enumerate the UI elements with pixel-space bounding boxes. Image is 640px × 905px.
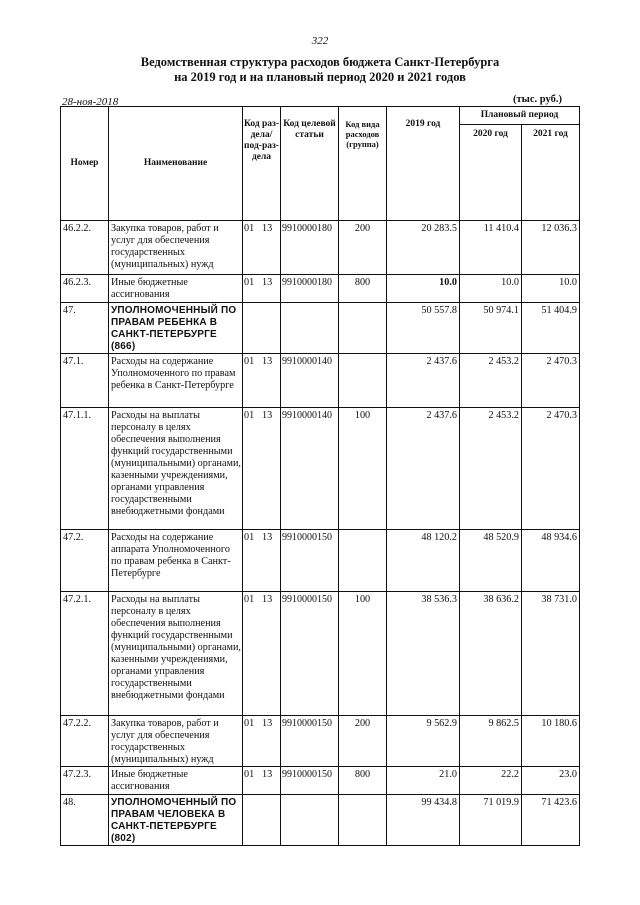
row-2019: 50 557.8 [387, 303, 460, 354]
row-expense-type: 800 [339, 275, 387, 303]
row-2019: 48 120.2 [387, 530, 460, 592]
row-name: Иные бюджетные ассигнования [109, 767, 243, 795]
row-2019: 99 434.8 [387, 795, 460, 846]
header-planned-period: Плановый период [460, 107, 580, 125]
row-number: 46.2.2. [61, 221, 109, 275]
row-podrazdel: 13 [262, 718, 273, 729]
row-name: УПОЛНОМОЧЕННЫЙ ПО ПРАВАМ РЕБЕНКА В САНКТ-ПЕТЕРБУРГЕ (866) [109, 303, 243, 354]
row-razdel: 01 [244, 718, 255, 729]
row-2019: 38 536.3 [387, 592, 460, 716]
row-razdel: 01 [244, 410, 255, 421]
header-2020: 2020 год [460, 125, 522, 221]
units-label: (тыс. руб.) [513, 94, 562, 105]
row-podrazdel: 13 [262, 277, 273, 288]
table-row [61, 275, 580, 303]
row-name: УПОЛНОМОЧЕННЫЙ ПО ПРАВАМ ЧЕЛОВЕКА В САНКТ-ПЕТЕРБУРГЕ (802) [109, 795, 243, 846]
row-section [243, 303, 281, 354]
row-number: 47. [61, 303, 109, 354]
row-2020: 71 019.9 [460, 795, 522, 846]
row-podrazdel: 13 [262, 532, 273, 543]
row-2020: 10.0 [460, 275, 522, 303]
row-2020: 48 520.9 [460, 530, 522, 592]
row-razdel: 01 [244, 532, 255, 543]
row-section [243, 716, 281, 767]
row-2021: 10.0 [522, 275, 580, 303]
row-2019: 20 283.5 [387, 221, 460, 275]
row-number: 47.2. [61, 530, 109, 592]
table-row [61, 767, 580, 795]
row-2020: 2 453.2 [460, 408, 522, 530]
row-name: Расходы на выплаты персоналу в целях обеспечения выполнения функций государственными (муниципальными) органами, казенными учреждениями, органами управления государственными внебюджетными фондами [109, 408, 243, 530]
row-expense-type: 100 [339, 408, 387, 530]
row-section [243, 275, 281, 303]
row-expense-type: 100 [339, 592, 387, 716]
row-podrazdel: 13 [262, 769, 273, 780]
row-2020: 50 974.1 [460, 303, 522, 354]
table-row [61, 408, 580, 530]
row-2020: 11 410.4 [460, 221, 522, 275]
header-2019: 2019 год [387, 107, 460, 221]
table-row [61, 592, 580, 716]
row-number: 47.2.2. [61, 716, 109, 767]
row-expense-type: 200 [339, 716, 387, 767]
document-title-line-1: Ведомственная структура расходов бюджета Санкт-Петербурга [140, 55, 500, 69]
row-name: Расходы на выплаты персоналу в целях обеспечения выполнения функций государственными (муниципальными) органами, казенными учреждениями, органами управления государственными внебюджетными фондами [109, 592, 243, 716]
row-target: 9910000150 [281, 716, 339, 767]
row-number: 47.2.3. [61, 767, 109, 795]
row-razdel: 01 [244, 356, 255, 367]
row-2021: 38 731.0 [522, 592, 580, 716]
table-row [61, 303, 580, 354]
row-target: 9910000150 [281, 767, 339, 795]
table-row [61, 530, 580, 592]
row-2019: 10.0 [387, 275, 460, 303]
document-title-line-2: на 2019 год и на плановый период 2020 и 2021 годов [174, 70, 466, 84]
row-target [281, 303, 339, 354]
row-expense-type: 200 [339, 221, 387, 275]
budget-table [60, 106, 580, 846]
row-2021: 48 934.6 [522, 530, 580, 592]
document-date: 28-ноя-2018 [62, 96, 119, 108]
row-name: Закупка товаров, работ и услуг для обеспечения государственных (муниципальных) нужд [109, 716, 243, 767]
header-2021: 2021 год [522, 125, 580, 221]
row-expense-type: 800 [339, 767, 387, 795]
row-target [281, 795, 339, 846]
row-target: 9910000150 [281, 530, 339, 592]
row-number: 47.2.1. [61, 592, 109, 716]
row-expense-type [339, 303, 387, 354]
row-target: 9910000180 [281, 275, 339, 303]
header-name: Наименование [109, 107, 243, 221]
row-name: Расходы на содержание Уполномоченного по правам ребенка в Санкт-Петербурге [109, 354, 243, 408]
row-section [243, 592, 281, 716]
row-expense-type [339, 354, 387, 408]
row-2021: 51 404.9 [522, 303, 580, 354]
row-number: 47.1.1. [61, 408, 109, 530]
row-target: 9910000150 [281, 592, 339, 716]
table-row [61, 716, 580, 767]
row-2020: 22.2 [460, 767, 522, 795]
row-2019: 2 437.6 [387, 408, 460, 530]
row-razdel: 01 [244, 223, 255, 234]
table-row [61, 354, 580, 408]
table-row [61, 795, 580, 846]
row-target: 9910000180 [281, 221, 339, 275]
row-name: Закупка товаров, работ и услуг для обеспечения государственных (муниципальных) нужд [109, 221, 243, 275]
row-2021: 12 036.3 [522, 221, 580, 275]
table-row [61, 221, 580, 275]
row-razdel: 01 [244, 277, 255, 288]
row-podrazdel: 13 [262, 223, 273, 234]
row-2021: 2 470.3 [522, 354, 580, 408]
row-section [243, 767, 281, 795]
row-2021: 2 470.3 [522, 408, 580, 530]
row-2019: 21.0 [387, 767, 460, 795]
row-2020: 38 636.2 [460, 592, 522, 716]
row-number: 46.2.3. [61, 275, 109, 303]
header-expense-type: Код вида расходов (группа) [339, 107, 387, 221]
row-podrazdel: 13 [262, 594, 273, 605]
row-2021: 10 180.6 [522, 716, 580, 767]
row-number: 47.1. [61, 354, 109, 408]
header-target-code: Код целевой статьи [281, 107, 339, 221]
row-2020: 2 453.2 [460, 354, 522, 408]
row-section [243, 795, 281, 846]
row-section [243, 354, 281, 408]
row-razdel: 01 [244, 594, 255, 605]
row-name: Иные бюджетные ассигнования [109, 275, 243, 303]
header-section-code: Код раз-дела/ под-раз-дела [243, 107, 281, 221]
header-number: Номер [61, 107, 109, 221]
row-section [243, 221, 281, 275]
row-2021: 23.0 [522, 767, 580, 795]
row-expense-type [339, 795, 387, 846]
row-2020: 9 862.5 [460, 716, 522, 767]
row-target: 9910000140 [281, 354, 339, 408]
row-2019: 9 562.9 [387, 716, 460, 767]
page-number: 322 [311, 35, 329, 47]
row-target: 9910000140 [281, 408, 339, 530]
row-2019: 2 437.6 [387, 354, 460, 408]
row-name: Расходы на содержание аппарата Уполномоченного по правам ребенка в Санкт-Петербурге [109, 530, 243, 592]
row-expense-type [339, 530, 387, 592]
row-2021: 71 423.6 [522, 795, 580, 846]
row-section [243, 530, 281, 592]
row-number: 48. [61, 795, 109, 846]
row-podrazdel: 13 [262, 410, 273, 421]
row-razdel: 01 [244, 769, 255, 780]
row-section [243, 408, 281, 530]
row-podrazdel: 13 [262, 356, 273, 367]
